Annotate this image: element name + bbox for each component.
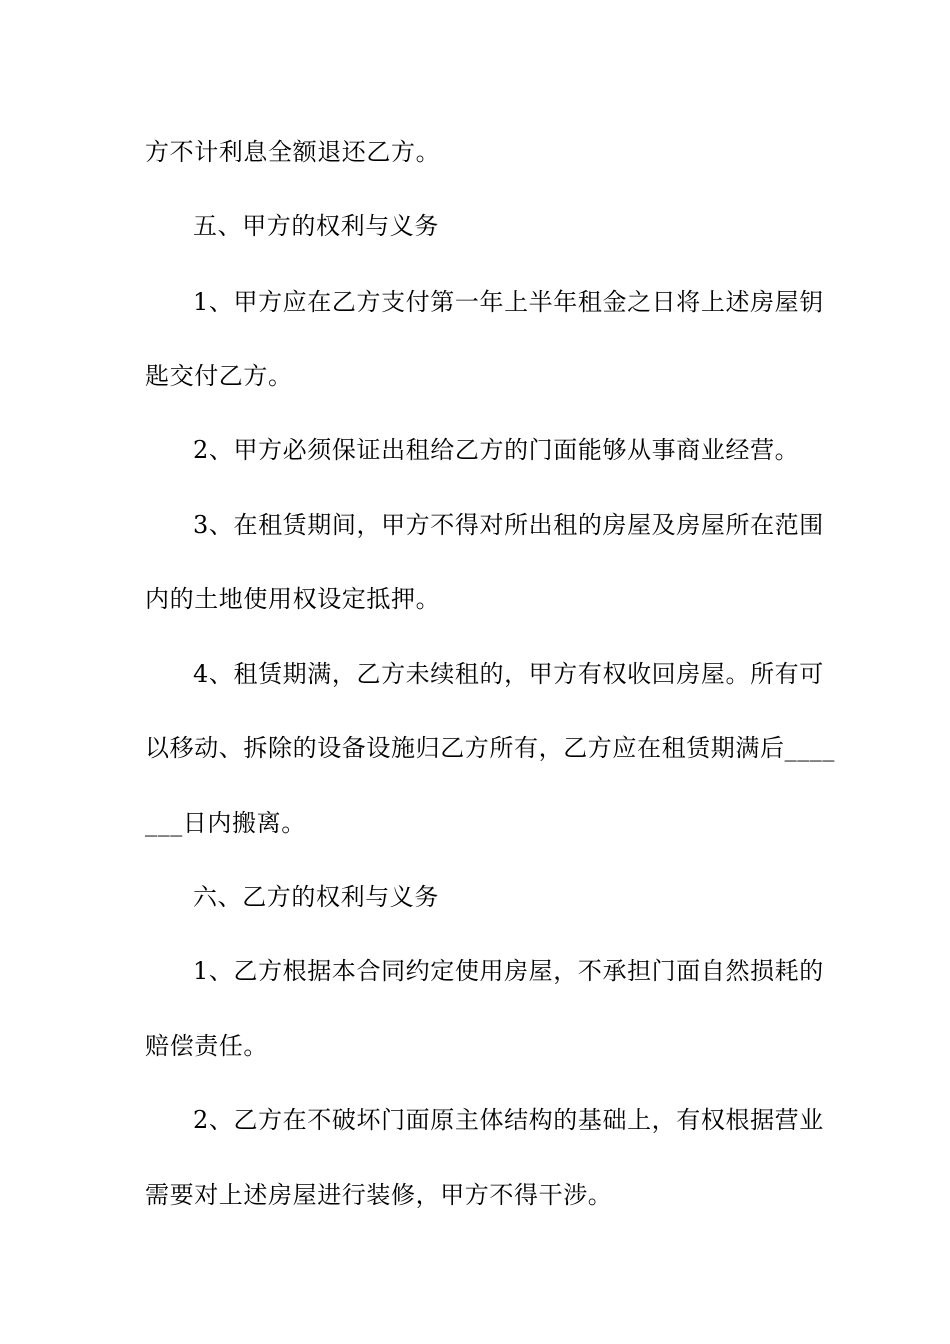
paragraph-line: 赔偿责任。	[145, 1032, 268, 1060]
paragraph-line: 以移动、拆除的设备设施归乙方所有，乙方应在租赁期满后____	[145, 734, 835, 762]
paragraph-line: 4、租赁期满，乙方未续租的，甲方有权收回房屋。所有可	[193, 660, 824, 688]
paragraph-line: 内的土地使用权设定抵押。	[145, 585, 441, 613]
paragraph-line: 方不计利息全额退还乙方。	[145, 138, 441, 166]
paragraph-line: 2、甲方必须保证出租给乙方的门面能够从事商业经营。	[193, 436, 800, 464]
paragraph-line: ___日内搬离。	[145, 809, 306, 837]
section-heading-5: 五、甲方的权利与义务	[193, 212, 439, 240]
paragraph-line: 匙交付乙方。	[145, 362, 293, 390]
paragraph-line: 1、甲方应在乙方支付第一年上半年租金之日将上述房屋钥	[193, 288, 824, 316]
paragraph-line: 2、乙方在不破坏门面原主体结构的基础上，有权根据营业	[193, 1106, 824, 1134]
section-heading-6: 六、乙方的权利与义务	[193, 883, 439, 911]
paragraph-line: 3、在租赁期间，甲方不得对所出租的房屋及房屋所在范围	[193, 511, 824, 539]
paragraph-line: 需要对上述房屋进行装修，甲方不得干涉。	[145, 1181, 613, 1209]
paragraph-line: 1、乙方根据本合同约定使用房屋，不承担门面自然损耗的	[193, 957, 824, 985]
